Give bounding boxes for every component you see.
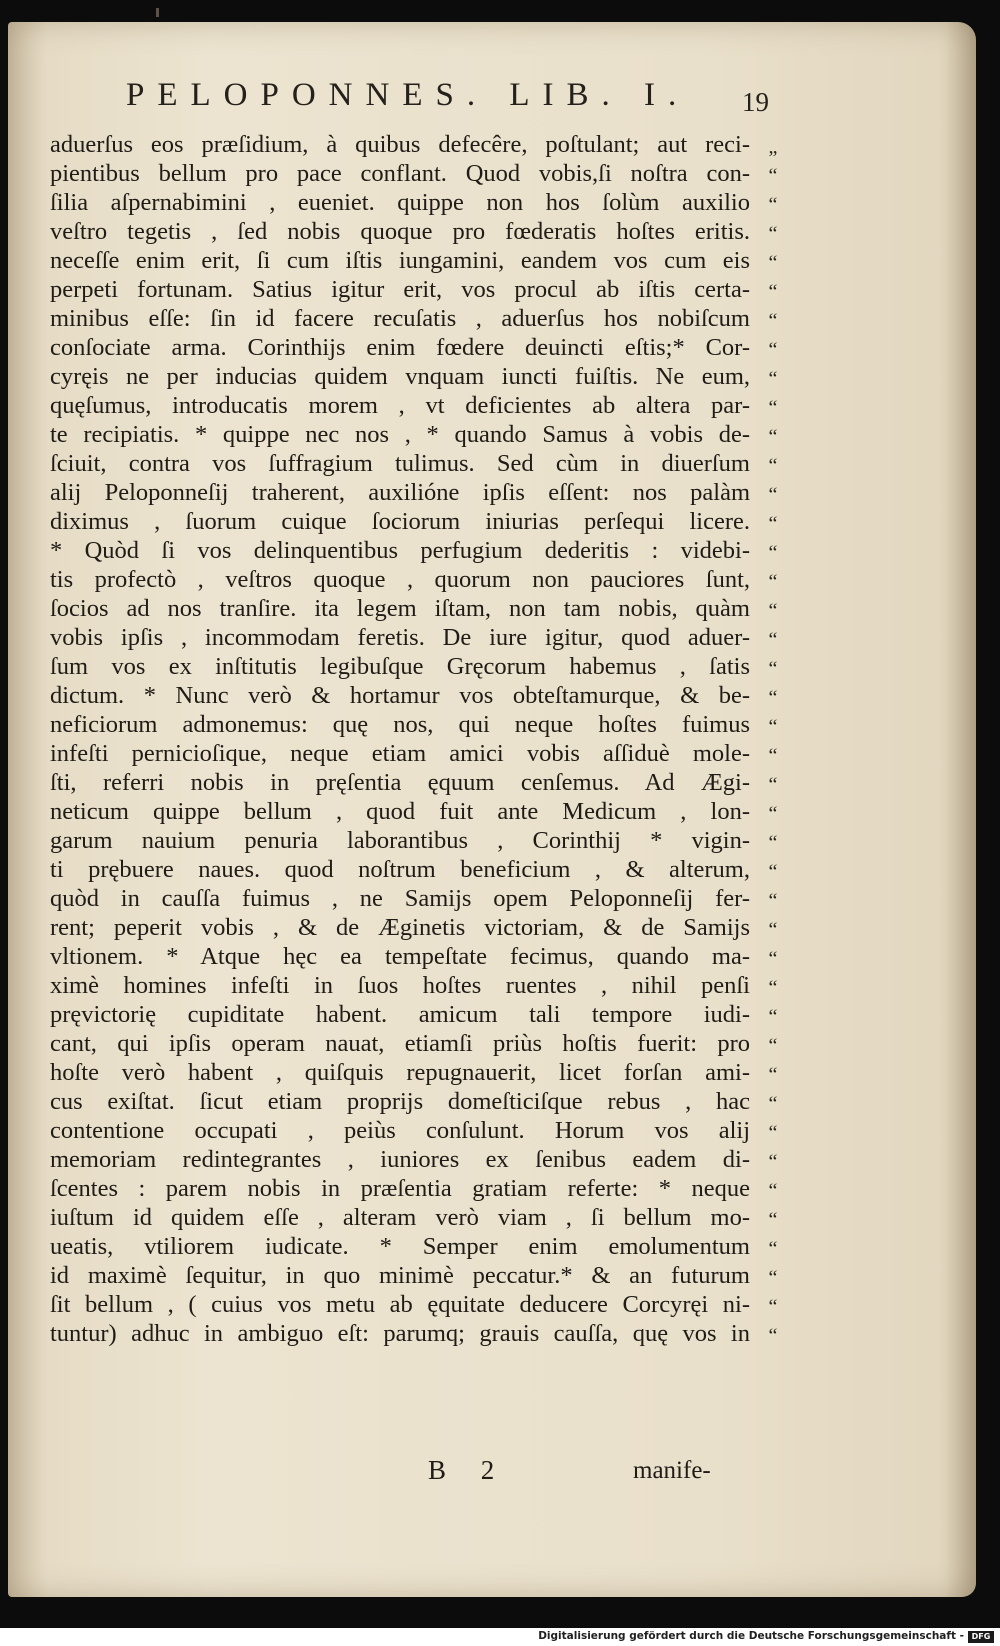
quotation-mark: “	[768, 165, 778, 187]
text-line: tuntur) adhuc in ambiguo eſt: parumq; grauis cauſſa, quę vos in	[50, 1320, 750, 1347]
text-line: contentione occupati , peiùs conſulunt. Horum vos alij	[50, 1117, 750, 1144]
quotation-mark: “	[768, 919, 778, 941]
text-line: garum nauium penuria laborantibus , Corinthij * vigin-	[50, 827, 750, 854]
text-line: ſit bellum , ( cuius vos metu ab ęquitate deducere Corcyręi ni-	[50, 1291, 750, 1318]
quotation-mark: “	[768, 397, 778, 419]
quotation-mark: “	[768, 1122, 778, 1144]
quotation-mark: “	[768, 252, 778, 274]
text-line: ueatis, vtiliorem iudicate. * Semper enim emolumentum	[50, 1233, 750, 1260]
text-line: tis profectò , veſtros quoque , quorum non pauciores ſunt,	[50, 566, 750, 593]
text-line: neticum quippe bellum , quod fuit ante Medicum , lon-	[50, 798, 750, 825]
ink-speck	[156, 8, 159, 17]
quotation-mark: “	[768, 861, 778, 883]
text-line: cus exiſtat. ſicut etiam proprijs domeſticiſque rebus , hac	[50, 1088, 750, 1115]
page-number: 19	[742, 87, 769, 117]
quotation-mark: “	[768, 774, 778, 796]
quotation-mark: “	[768, 803, 778, 825]
quotation-mark: “	[768, 426, 778, 448]
text-line: pientibus bellum pro pace conflant. Quod vobis,ſi noſtra con-	[50, 160, 750, 187]
funding-credit: Digitalisierung gefördert durch die Deutsche Forschungsgemeinschaft -	[538, 1630, 964, 1642]
quotation-mark: “	[768, 513, 778, 535]
quotation-mark: “	[768, 1267, 778, 1289]
quotation-mark: “	[768, 977, 778, 999]
quotation-mark: “	[768, 745, 778, 767]
text-line: quòd in cauſſa fuimus , ne Samijs opem Peloponneſij fer-	[50, 885, 750, 912]
book-page	[8, 22, 976, 1597]
text-line: ſti, referri nobis in pręſentia ęquum cenſemus. Ad Ægi-	[50, 769, 750, 796]
quotation-mark: “	[768, 484, 778, 506]
text-line: vltionem. * Atque hęc ea tempeſtate fecimus, quando ma-	[50, 943, 750, 970]
text-line: dictum. * Nunc verò & hortamur vos obteſtamurque, & be-	[50, 682, 750, 709]
quotation-marks-column	[758, 133, 788, 1351]
text-line: iuſtum id quidem eſſe , alteram verò viam , ſi bellum mo-	[50, 1204, 750, 1231]
quotation-mark: “	[768, 629, 778, 651]
quotation-mark: “	[768, 832, 778, 854]
quotation-mark: “	[768, 223, 778, 245]
text-line: veſtro tegetis , ſed nobis quoque pro fœderatis hoſtes eritis.	[50, 218, 750, 245]
quotation-mark: “	[768, 600, 778, 622]
running-head	[126, 67, 806, 127]
text-line: id maximè ſequitur, in quo minimè peccatur.* & an futurum	[50, 1262, 750, 1289]
text-line: minibus eſſe: ſin id facere recuſatis , aduerſus hos nobiſcum	[50, 305, 750, 332]
quotation-mark: “	[768, 716, 778, 738]
text-line: infeſti pernicioſique, neque etiam amici vobis aſſiduè mole-	[50, 740, 750, 767]
text-line: alij Peloponneſij traherent, auxilióne ipſis eſſent: nos palàm	[50, 479, 750, 506]
page-edge-shadow	[946, 22, 976, 1597]
quotation-mark: “	[768, 542, 778, 564]
quotation-mark: “	[768, 455, 778, 477]
text-line: ximè homines infeſti in ſuos hoſtes ruentes , nihil penſi	[50, 972, 750, 999]
text-line: neficiorum admonemus: quę nos, qui neque hoſtes fuimus	[50, 711, 750, 738]
catchword: manife-	[633, 1457, 711, 1484]
text-line: quęſumus, introducatis morem , vt deficientes ab altera par-	[50, 392, 750, 419]
text-line: hoſte verò habent , quiſquis repugnauerit, licet forſan ami-	[50, 1059, 750, 1086]
text-line: cant, qui ipſis operam nauat, etiamſi priùs hoſtis fuerit: pro	[50, 1030, 750, 1057]
signature-mark: B 2	[428, 1455, 509, 1485]
text-line: perpeti fortunam. Satius igitur erit, vos procul ab iſtis certa-	[50, 276, 750, 303]
quotation-mark: “	[768, 948, 778, 970]
quotation-mark: “	[768, 571, 778, 593]
quotation-mark: “	[768, 281, 778, 303]
quotation-mark: “	[768, 1064, 778, 1086]
quotation-mark: “	[768, 310, 778, 332]
text-line: ſocios ad nos tranſire. ita legem iſtam, non tam nobis, quàm	[50, 595, 750, 622]
quotation-mark: “	[768, 368, 778, 390]
quotation-mark: “	[768, 1209, 778, 1231]
quotation-mark: “	[768, 890, 778, 912]
text-line: conſociate arma. Corinthijs enim fœdere deuincti eſtis;* Cor-	[50, 334, 750, 361]
quotation-mark: “	[768, 1006, 778, 1028]
body-text	[50, 130, 750, 1348]
text-line: diximus , ſuorum cuique ſociorum iniurias perſequi licere.	[50, 508, 750, 535]
quotation-mark: “	[768, 1151, 778, 1173]
quotation-mark: “	[768, 1180, 778, 1202]
quotation-mark: “	[768, 1325, 778, 1347]
text-line: ſilia aſpernabimini , eueniet. quippe non hos ſolùm auxilio	[50, 189, 750, 216]
quotation-mark: “	[768, 687, 778, 709]
quotation-mark: „	[768, 136, 778, 158]
text-line: pręvictorię cupiditate habent. amicum tali tempore iudi-	[50, 1001, 750, 1028]
text-line: ſciuit, contra vos ſuffragium tulimus. Sed cùm in diuerſum	[50, 450, 750, 477]
footer-bar	[0, 1628, 1000, 1646]
quotation-mark: “	[768, 194, 778, 216]
text-line: cyręis ne per inducias quidem vnquam iuncti fuiſtis. Ne eum,	[50, 363, 750, 390]
text-line: te recipiatis. * quippe nec nos , * quando Samus à vobis de-	[50, 421, 750, 448]
text-line: ti prębuere naues. quod noſtrum beneficium , & alterum,	[50, 856, 750, 883]
text-line: neceſſe enim erit, ſi cum iſtis iungamini, eandem vos cum eis	[50, 247, 750, 274]
text-line: rent; peperit vobis , & de Æginetis victoriam, & de Samijs	[50, 914, 750, 941]
quotation-mark: “	[768, 658, 778, 680]
text-line: * Quòd ſi vos delinquentibus perfugium dederitis : videbi-	[50, 537, 750, 564]
quotation-mark: “	[768, 1296, 778, 1318]
text-line: aduerſus eos præſidium, à quibus defecêre, poſtulant; aut reci-	[50, 131, 750, 158]
quotation-mark: “	[768, 1093, 778, 1115]
text-line: ſum vos ex inſtitutis legibuſque Gręcorum habemus , ſatis	[50, 653, 750, 680]
text-line: memoriam redintegrantes , iuniores ex ſenibus eadem di-	[50, 1146, 750, 1173]
dfg-logo: DFG	[968, 1631, 994, 1643]
quotation-mark: “	[768, 1035, 778, 1057]
quotation-mark: “	[768, 1238, 778, 1260]
text-line: vobis ipſis , incommodam feretis. De iure igitur, quod aduer-	[50, 624, 750, 651]
quotation-mark: “	[768, 339, 778, 361]
text-line: ſcentes : parem nobis in præſentia gratiam referte: * neque	[50, 1175, 750, 1202]
running-head-title: PELOPONNES. LIB. I.	[126, 77, 690, 113]
